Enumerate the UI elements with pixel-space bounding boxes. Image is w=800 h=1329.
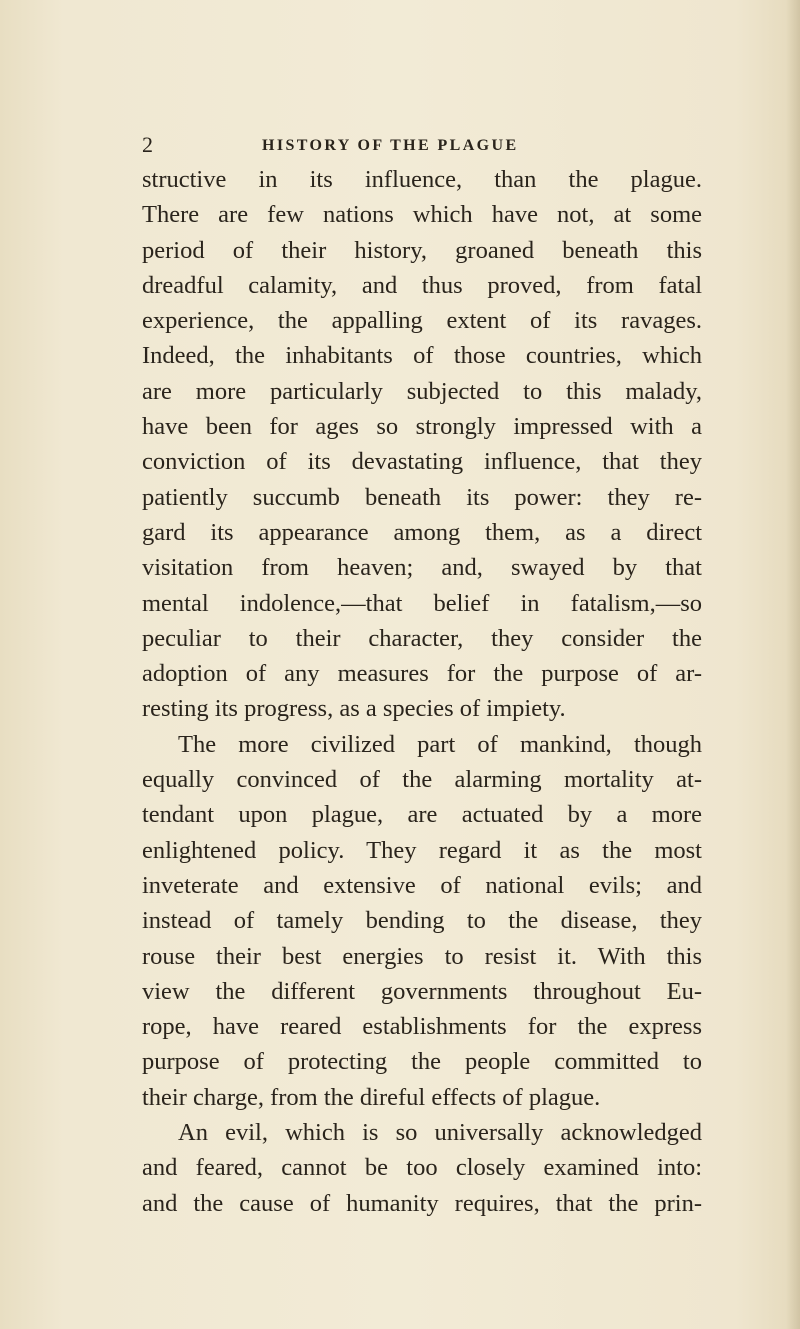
- text-line: enlightened policy. They regard it as the most: [142, 836, 702, 864]
- text-line: and the cause of humanity requires, that the prin-: [142, 1189, 702, 1217]
- text-line: gard its appearance among them, as a direct: [142, 518, 702, 546]
- page-number: 2: [142, 132, 153, 157]
- text-line: tendant upon plague, are actuated by a more: [142, 801, 702, 829]
- text-line: period of their history, groaned beneath this: [142, 236, 702, 264]
- text-line: view the different governments throughout Eu-: [142, 977, 702, 1005]
- text-line: their charge, from the direful effects of plague.: [142, 1083, 601, 1111]
- text-line: equally convinced of the alarming mortality at-: [142, 766, 702, 794]
- text-line: adoption of any measures for the purpose of ar-: [142, 660, 702, 688]
- text-line: rouse their best energies to resist it. With this: [142, 942, 702, 970]
- text-line: and feared, cannot be too closely examined into:: [142, 1154, 702, 1182]
- running-title: HISTORY OF THE PLAGUE: [262, 137, 519, 154]
- body-text: [142, 162, 702, 1221]
- text-line: instead of tamely bending to the disease, they: [142, 907, 702, 935]
- text-line: experience, the appalling extent of its ravages.: [142, 307, 702, 335]
- text-line: There are few nations which have not, at some: [142, 201, 702, 229]
- text-line: peculiar to their character, they consider the: [142, 624, 702, 652]
- text-line: inveterate and extensive of national evils; and: [142, 871, 702, 899]
- running-head: [142, 132, 702, 158]
- text-line: An evil, which is so universally acknowledged: [178, 1119, 702, 1147]
- text-line: rope, have reared establishments for the express: [142, 1013, 702, 1041]
- text-line: are more particularly subjected to this malady,: [142, 377, 702, 405]
- text-line: structive in its influence, than the plague.: [142, 166, 702, 193]
- text-line: The more civilized part of mankind, though: [178, 730, 702, 758]
- text-line: visitation from heaven; and, swayed by that: [142, 554, 702, 582]
- text-line: mental indolence,—that belief in fatalism,—so: [142, 589, 702, 617]
- text-line: Indeed, the inhabitants of those countries, which: [142, 342, 702, 370]
- page-edge-shadow: [786, 0, 800, 1329]
- text-line: have been for ages so strongly impressed with a: [142, 413, 702, 441]
- text-line: resting its progress, as a species of impiety.: [142, 695, 566, 723]
- text-line: purpose of protecting the people committed to: [142, 1048, 702, 1076]
- text-line: dreadful calamity, and thus proved, from fatal: [142, 271, 702, 299]
- text-line: conviction of its devastating influence, that they: [142, 448, 702, 476]
- text-line: patiently succumb beneath its power: they re-: [142, 483, 702, 511]
